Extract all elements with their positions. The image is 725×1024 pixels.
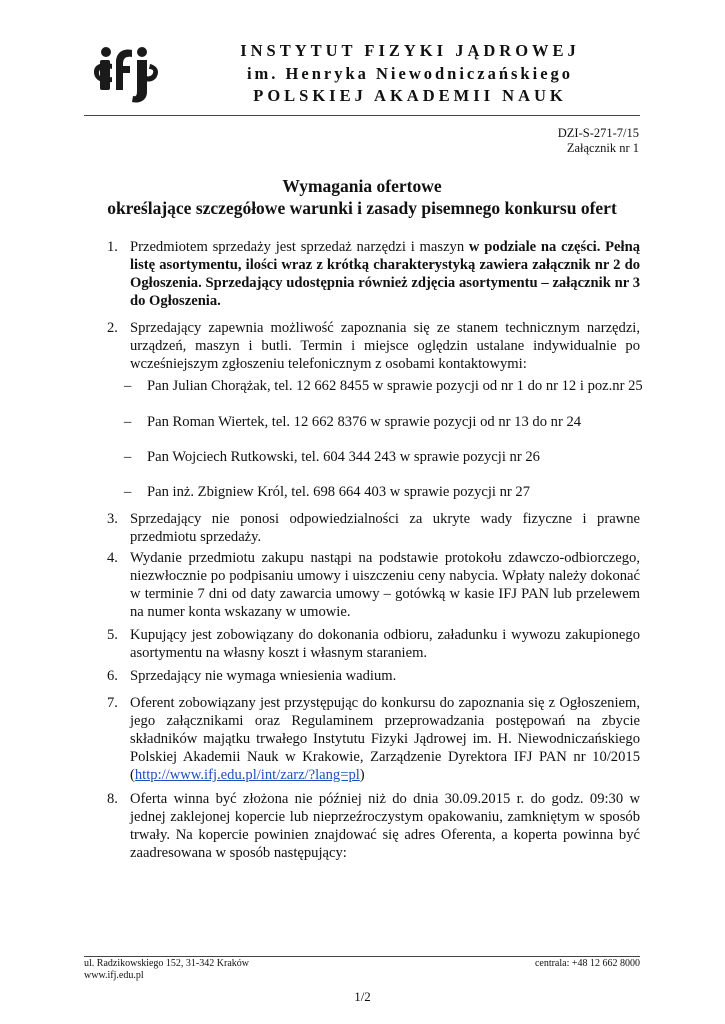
institute-logo <box>92 42 160 104</box>
document-number: DZI-S-271-7/15 <box>557 126 639 140</box>
institute-name-line3: POLSKIEJ AKADEMII NAUK <box>253 86 567 105</box>
contact-bullet: – <box>124 484 132 500</box>
contact-text: Pan Wojciech Rutkowski, tel. 604 344 243 w sprawie pozycji nr 26 <box>147 449 540 465</box>
list-item-text: Wydanie przedmiotu zakupu nastąpi na podstawie protokołu zdawczo-odbiorczego, niezwłocznie po podpisaniu umowy i uiszczeniu ceny nabycia. Wpłaty należy dokonać w terminie 7 dni od daty zawarcia umowy – gotówką w kasie IFJ PAN lub przelewem na numer konta wskazany w umowie. <box>130 550 640 620</box>
institute-name-line2: im. Henryka Niewodniczańskiego <box>246 64 574 83</box>
list-item-number: 1. <box>107 239 118 255</box>
contact-bullet: – <box>124 414 132 430</box>
footer-address: ul. Radzikowskiego 152, 31-342 Kraków <box>84 958 249 969</box>
document-title: Wymagania ofertowe <box>282 176 442 196</box>
footer-divider <box>84 956 640 957</box>
list-item-number: 7. <box>107 695 118 711</box>
contact-bullet: – <box>124 449 132 465</box>
list-item-text: Oferent zobowiązany jest przystępując do konkursu do zapoznania się z Ogłoszeniem, jego załącznikami oraz Regulaminem przeprowadzania postępowań na zbycie składników majątku trwałego Instytutu Fizyki Jądrowej im. H. Niewodniczańskiego Polskiej Akademii Nauk w Krakowie, Zarządzenie Dyrektora IFJ PAN nr 10/2015 (http://www.ifj.edu.pl/int/zarz/?lang=pl) <box>130 695 640 783</box>
list-item-number: 3. <box>107 511 118 527</box>
attachment-label: Załącznik nr 1 <box>566 141 639 155</box>
institute-name-line1: INSTYTUT FIZYKI JĄDROWEJ <box>240 41 580 60</box>
ifj-logo-icon <box>92 42 160 104</box>
list-item-number: 5. <box>107 627 118 643</box>
list-item-text: Kupujący jest zobowiązany do dokonania odbioru, załadunku i wywozu zakupionego asortymentu na własny koszt i własnym staraniem. <box>130 627 640 661</box>
list-item-text: Przedmiotem sprzedaży jest sprzedaż narzędzi i maszyn w podziale na części. Pełną listę asortymentu, ilości wraz z krótką charakterystyką zawiera załącznik nr 2 do Ogłoszenia. Sprzedający udostępnia również zdjęcia asortymentu – załącznik nr 3 do Ogłoszenia. <box>130 239 640 309</box>
list-item-number: 2. <box>107 320 118 336</box>
list-item-text: Sprzedający zapewnia możliwość zapoznania się ze stanem technicznym narzędzi, urządzeń, maszyn i butli. Termin i miejsce oględzin ustalane indywidualnie po wcześniejszym zgłoszeniu telefonicznym z osobami kontaktowymi: <box>130 320 640 372</box>
page-number: 1/2 <box>354 989 371 1004</box>
contact-text: Pan inż. Zbigniew Król, tel. 698 664 403 w sprawie pozycji nr 27 <box>147 484 531 500</box>
list-item-number: 4. <box>107 550 118 566</box>
list-item-text: Sprzedający nie ponosi odpowiedzialności za ukryte wady fizyczne i prawne przedmiotu sprzedaży. <box>130 511 640 545</box>
footer-website[interactable]: www.ifj.edu.pl <box>84 970 144 981</box>
regulations-link[interactable]: http://www.ifj.edu.pl/int/zarz/?lang=pl <box>134 767 360 783</box>
footer-phone: centrala: +48 12 662 8000 <box>534 958 640 969</box>
list-item-text: Sprzedający nie wymaga wniesienia wadium. <box>130 668 397 684</box>
list-item-text: Oferta winna być złożona nie później niż do dnia 30.09.2015 r. do godz. 09:30 w jednej zaklejonej kopercie lub nieprzeźroczystym opakowaniu, zamkniętym w sposób trwały. Na kopercie powinien znajdować się adres Oferenta, a koperta powinna być zaadresowana w sposób następujący: <box>130 791 640 861</box>
document-subtitle: określające szczegółowe warunki i zasady pisemnego konkursu ofert <box>107 198 617 218</box>
list-item-number: 6. <box>107 668 118 684</box>
contact-text: Pan Roman Wiertek, tel. 12 662 8376 w sprawie pozycji od nr 13 do nr 24 <box>147 414 582 430</box>
contact-bullet: – <box>124 378 132 394</box>
header-divider <box>84 115 640 116</box>
contact-text: Pan Julian Chorążak, tel. 12 662 8455 w sprawie pozycji od nr 1 do nr 12 i poz.nr 25 <box>147 378 643 394</box>
list-item-number: 8. <box>107 791 118 807</box>
